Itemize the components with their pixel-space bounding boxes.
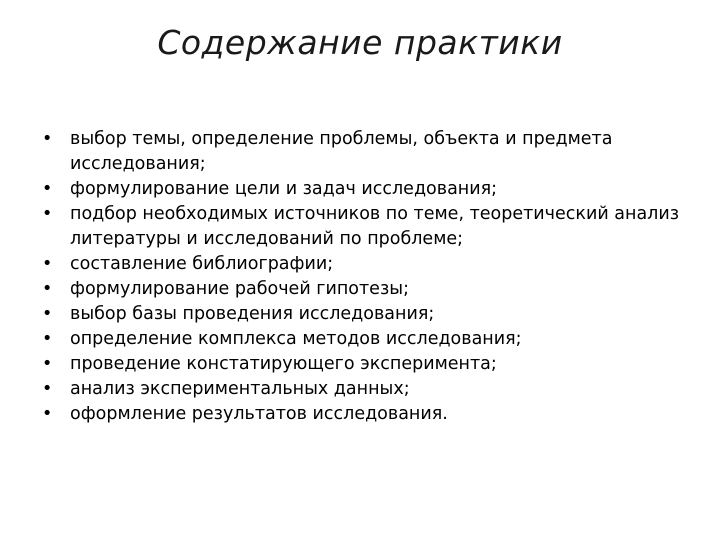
list-item-text: формулирование цели и задач исследования;: [70, 179, 498, 199]
list-item-text: подбор необходимых источников по теме, теоретический анализ литературы и исследований по проблеме;: [70, 204, 680, 249]
bullet-icon: •: [42, 129, 53, 149]
list-item: [40, 352, 680, 377]
slide-title: Содержание практики: [157, 23, 563, 62]
list-item: [40, 127, 680, 177]
list-item-text: анализ экспериментальных данных;: [70, 379, 410, 399]
list-item-text: выбор темы, определение проблемы, объекта и предмета исследования;: [70, 129, 613, 174]
bullet-icon: •: [42, 204, 53, 224]
list-item: [40, 252, 680, 277]
bullet-icon: •: [42, 304, 53, 324]
list-item-text: составление библиографии;: [70, 254, 334, 274]
bullet-icon: •: [42, 329, 53, 349]
bullet-list: [40, 127, 680, 427]
bullet-icon: •: [42, 354, 53, 374]
list-item: [40, 327, 680, 352]
list-item-text: выбор базы проведения исследования;: [70, 304, 435, 324]
list-item: [40, 277, 680, 302]
list-item: [40, 202, 680, 252]
list-item: [40, 402, 680, 427]
list-item-text: определение комплекса методов исследования;: [70, 329, 522, 349]
bullet-icon: •: [42, 279, 53, 299]
list-item-text: оформление результатов исследования.: [70, 404, 448, 424]
bullet-icon: •: [42, 404, 53, 424]
list-item: [40, 377, 680, 402]
list-item: [40, 177, 680, 202]
bullet-icon: •: [42, 379, 53, 399]
list-item-text: проведение констатирующего эксперимента;: [70, 354, 497, 374]
list-item: [40, 302, 680, 327]
list-item-text: формулирование рабочей гипотезы;: [70, 279, 409, 299]
bullet-icon: •: [42, 179, 53, 199]
bullet-icon: •: [42, 254, 53, 274]
